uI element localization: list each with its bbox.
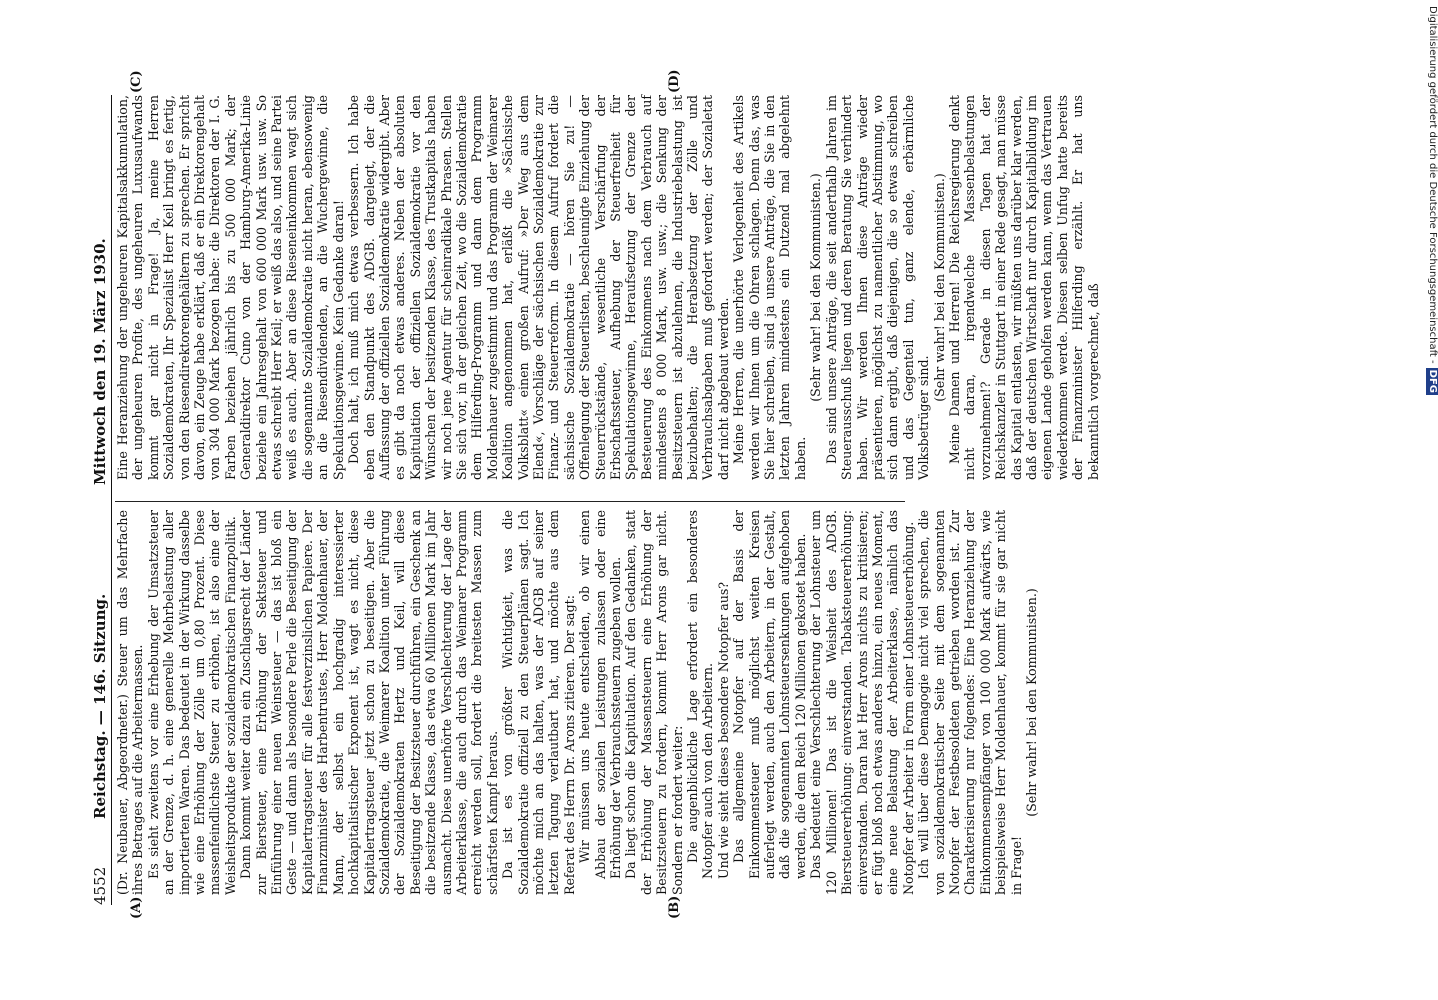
paragraph: Ich will über diese Demagogie nicht viel sprechen, die von sozialdemokratischer Seite mit dem sogenannten Notopfer der Festbesoldeten getrieben worden ist. Zur Charakterisierung nur folgendes: Eine Heranziehung der Einkommensempfänger von 100 000 Mark aufwärts, wie beispielsweise Herr Moldenhauer, kommt für sie gar nicht in Frage!	[916, 510, 1024, 895]
paragraph: (Sehr wahr! bei den Kommunisten.)	[1023, 588, 1039, 817]
paragraph: (Sehr wahr! bei den Kommunisten.)	[931, 173, 947, 402]
digitization-credit	[1424, 6, 1438, 776]
margin-marker-a: (A)	[129, 896, 144, 919]
paragraph: Wir müssen uns heute entscheiden, ob wir einen Abbau der sozialen Leistungen zulassen oder eine Erhöhung der Verbrauchssteuern zugeben wollen.	[577, 510, 623, 879]
rotated-page	[89, 69, 1329, 919]
page-number: 4552	[91, 866, 109, 905]
session-date: Mittwoch den 19. März 1930.	[91, 238, 109, 485]
paragraph: Da ist es von größter Wichtigkeit, was die Sozialdemokratie offiziell zu den Steuerplänen sagt. Ich möchte mich an das halten, was der ADGB auf seiner letzten Tagung verlautbart hat, und möchte aus dem Referat des Herrn Dr. Arons zitieren. Der sagt:	[500, 510, 577, 895]
paragraph: Da liegt schon die Kapitulation. Auf den Gedanken, statt der Erhöhung der Massensteuern eine Erhöhung der Besitzsteuern zu fordern, kommt Herr Arons gar nicht. Sondern er fordert weiter:	[623, 510, 685, 895]
credit-text: Digitalisierung gefördert durch die Deutsche Forschungsgemeinschaft -	[1427, 6, 1438, 364]
paragraph: (Sehr wahr! bei den Kommunisten.)	[808, 173, 824, 402]
paragraph: Das sind unsere Anträge, die seit anderthalb Jahren im Steuerausschuß liegen und deren Beratung Sie verhindert haben. Wir werden Ihnen diese Anträge wieder präsentieren, möglichst zu namentlicher Abstimmung, wo sich dann ergibt, daß diejenigen, die so etwas schreiben und das Gegenteil tun, ganz elende, erbärmliche Volksbetrüger sind.	[823, 95, 932, 480]
paragraph: Dann kommt weiter dazu ein Zuschlagsrecht der Länder zur Biersteuer, eine Erhöhung der Sektsteuer und Einführung einer neuen Weinsteuer — das ist bloß ein Geste — und dann als besondere Perle die Beseitigung der Kapitalertragsteuer für alle festverzinslichen Papiere. Der Finanzminister des Harbentrustes, Herr Moldenhauer, der Mann, der selbst ein hochgradig interessierter hochkapitalistischer Exponent ist, wagt es nicht, diese Kapitalertragsteuer jetzt schon zu beseitigen. Aber die Sozialdemokratie, die Weimarer Koalition unter Führung der Sozialdemokraten Hertz und Keil, will diese Beseitigung der Besitzsteuer durchführen, ein Geschenk an die besitzende Klasse, das etwa 60 Millionen Mark im Jahr ausmacht. Diese unerhörte Verschlechterung der Lage der Arbeiterklasse, die auch durch das Weimarer Programm erreicht werden soll, fordert die breitesten Massen zum schärfsten Kampf heraus.	[238, 510, 500, 895]
paragraph: (Dr. Neubauer, Abgeordneter.) Steuer um das Mehrfache ihres Betrages auf die Arbeitermassen.	[115, 510, 146, 895]
page-header	[89, 95, 112, 905]
margin-marker-d: (D)	[667, 69, 682, 93]
paragraph: Das allgemeine Notopfer auf der Basis der Einkommensteuer muß möglichst weiten Kreisen auferlegt werden, auch den Arbeitern, in der Gestalt, daß die sogenannten Lohnsteuersenkungen aufgehoben werden, die dem Reich 120 Millionen gekostet haben.	[731, 510, 808, 879]
session-title: Reichstag. — 146. Sitzung.	[91, 593, 109, 819]
paragraph: Eine Heranziehung der ungeheuren Kapitalsakkumulation, der ungeheuren Profite, des ungeheuren Luxusaufwands kommt gar nicht in Frage! Ja, meine Herren Sozialdemokraten, Ihr Spezialist Herr Keil bringt es fertig, von den Riesendirektorengehältern zu sprechen. Er spricht davon, ein Zeuge habe erklärt, daß er ein Direktorengehalt von 304 000 Mark bezogen habe: die Direktoren der I. G. Farben beziehen jährlich bis zu 500 000 Mark; der Generaldirektor Cuno von der Hamburg-Amerika-Linie beziehe ein Jahresgehalt von 600 000 Mark usw. usw. So etwas schreibt Herr Keil; er weiß das also, und seine Partei weiß es auch. Aber an diese Rieseneinkommen wagt sich die sogenannte Sozialdemokratie nicht heran, ebensowenig an die Riesendividenden, an die Wuchergewinne, die Spekulationsgewinne. Kein Gedanke daran!	[115, 95, 346, 480]
paragraph: Die augenblickliche Lage erfordert ein besonderes Notopfer auch von den Arbeitern.	[685, 510, 716, 879]
margin-marker-b: (B)	[667, 895, 682, 919]
dfg-logo: DFG	[1427, 369, 1438, 393]
paragraph: Meine Damen und Herren! Die Reichsregierung denkt nicht daran, irgendwelche Massenbelastungen vorzunehmen!? Gerade in diesen Tagen hat der Reichskanzler in Stuttgart in einer Rede gesagt, man müsse das Kapital entlasten, wir müßten uns darüber klar werden, daß der deutschen Wirtschaft nur durch Kapitalbildung im eigenen Lande geholfen werden kann, wenn das Vertrauen wiederkommen werde. Diesen selben Unfug hatte bereits der Finanzminister Hilferding erzählt. Er hat uns bekanntlich vorgerechnet, daß	[946, 95, 1101, 480]
paragraph: Meine Herren, die unerhörte Verlogenheit des Artikels werden wir Ihnen um die Ohren schlagen. Denn das, was Sie hier schreiben, sind ja unsere Anträge, die Sie in den letzten Jahren mindestens ein Dutzend mal abgelehnt haben.	[731, 95, 808, 480]
paragraph: Und wie sieht dieses besondere Notopfer aus?	[715, 581, 731, 879]
paragraph: Doch halt, ich muß mich etwas verbessern. Ich habe eben den Standpunkt des ADGB. dargelegt, der die Auffassung der offiziellen Sozialdemokratie widergibt. Aber es gibt da noch etwas anderes. Neben der absoluten Kapitulation der offiziellen Sozialdemokratie vor den Wünschen der besitzenden Klasse, des Trustkapitals haben wir noch jene Agentur für scheinradikale Phrasen. Stellen Sie sich vor, in der gleichen Zeit, wo die Sozialdemokratie dem Hilferding-Programm und dann dem Programm Moldenhauer zugestimmt und das Programm der Weimarer Koalition angenommen hat, erläßt die »Sächsische Volksblatt« einen großen Aufruf: »Der Weg aus dem Elend«, Vorschläge der sächsischen Sozialdemokratie zur Finanz- und Steuerreform. In diesem Aufruf fordert die sächsische Sozialdemokratie — hören Sie zu! — Offenlegung der Steuerlisten, beschleunigte Einziehung der Steuerrückstände, wesentliche Verschärfung der Erbschaftssteuer, Aufhebung der Steuerfreiheit für Spekulationsgewinne, Heraufsetzung der Grenze der Besteuerung des Einkommens nach dem Verbrauch auf mindestens 8 000 Mark, usw. usw.; die Senkung der Besitzsteuern ist abzulehnen, die Industriebelastung ist beizubehalten; die Herabsetzung der Zölle und Verbrauchsabgaben muß gefordert werden; der Sozialetat darf nicht abgebaut werden.	[346, 95, 731, 480]
paragraph: Das bedeutet eine Verschlechterung der Lohnsteuer um 120 Millionen! Das ist die Weisheit des ADGB. Biersteuererhöhung: einverstanden. Tabaksteuererhöhung: einverstanden. Daran hat Herr Arons nichts zu kritisieren; er fügt bloß noch etwas anderes hinzu, ein neues Moment, eine neue Belastung der Arbeiterklasse, nämlich das Notopfer der Arbeiter in Form einer Lohnsteuererhöhung.	[808, 510, 916, 895]
column-divider	[115, 501, 905, 502]
left-column	[115, 510, 1039, 895]
paragraph: Es sieht zweitens vor eine Erhebung der Umsatzsteuer an der Grenze, d. h. eine generelle Mehrbelastung aller importierten Waren. Das bedeutet in der Wirkung dasselbe wie eine Erhöhung der Zölle um 0,80 Prozent. Diese massenfeindlichste Steuer zu erhöhen, ist also eine der Weisheitsprodukte der sozialdemokratischen Finanzpolitik.	[145, 510, 238, 895]
right-column	[115, 95, 1101, 480]
margin-marker-c: (C)	[129, 70, 144, 93]
